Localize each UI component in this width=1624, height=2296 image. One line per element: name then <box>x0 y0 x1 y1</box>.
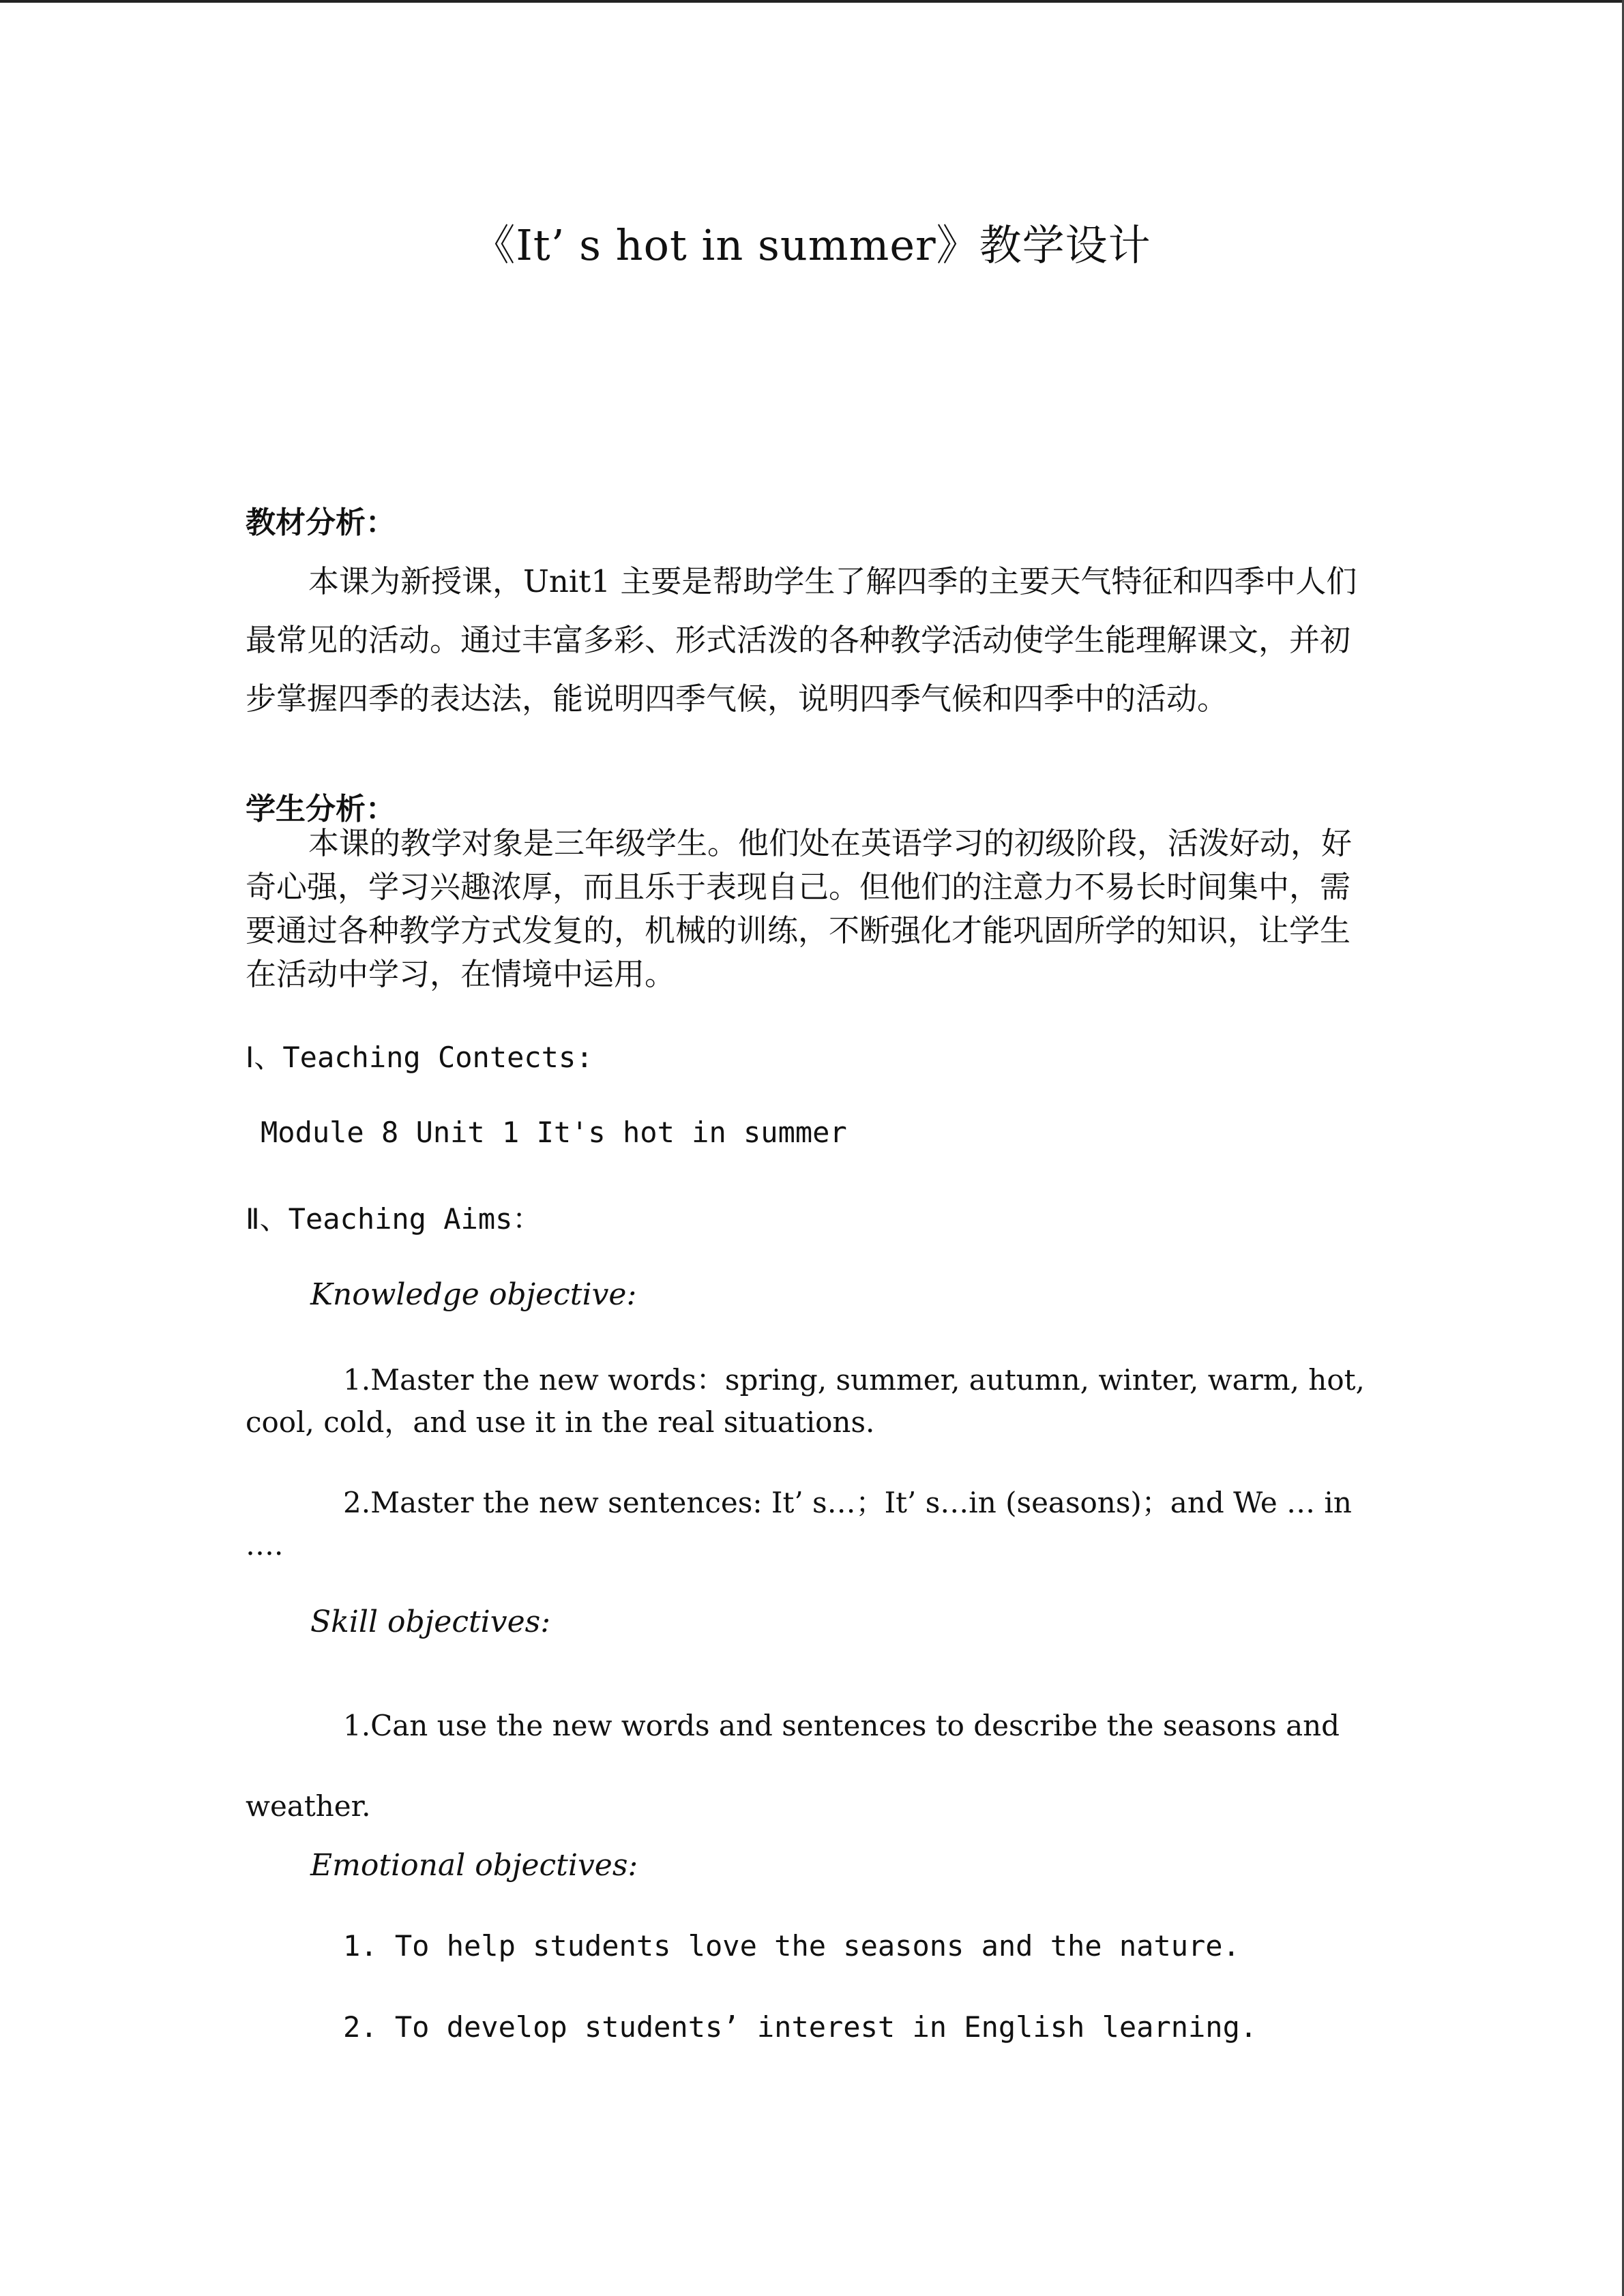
knowledge-objective-heading: Knowledge objective: <box>310 1277 637 1312</box>
emotional-objectives-heading: Emotional objectives: <box>310 1848 638 1883</box>
teaching-contents-heading: Ⅰ、Teaching Contects: <box>246 1041 593 1074</box>
skill-item-1: 1.Can use the new words and sentences to describe the seasons and weather. <box>246 1709 1340 1823</box>
material-analysis-heading: 教材分析： <box>246 505 396 540</box>
top-border <box>0 0 1624 3</box>
skill-objectives-heading: Skill objectives: <box>310 1605 551 1639</box>
student-analysis-heading: 学生分析： <box>246 792 396 826</box>
knowledge-item-2: 2.Master the new sentences: It’ s…；It’ s…in (seasons)；and We … in …. <box>246 1486 1352 1562</box>
emotional-item-1: 1. To help students love the seasons and the nature. <box>343 1929 1240 1963</box>
emotional-item-2: 2. To develop students’ interest in English learning. <box>343 2010 1258 2044</box>
student-analysis-text: 本课的教学对象是三年级学生。他们处在英语学习的初级阶段，活泼好动，好奇心强，学习兴趣浓厚，而且乐于表现自己。但他们的注意力不易长时间集中，需要通过各种教学方式发复的，机械的训练，不断强化才能巩固所学的知识，让学生在活动中学习，在情境中运用。 <box>246 825 1353 992</box>
teaching-aims-heading: Ⅱ、Teaching Aims： <box>246 1202 542 1236</box>
document-title: 《It’ s hot in summer》教学设计 <box>473 220 1151 270</box>
knowledge-item-1: 1.Master the new words：spring, summer, autumn, winter, warm, hot, cool, cold，and use it in the real situations. <box>246 1363 1365 1439</box>
teaching-contents-text: Module 8 Unit 1 It's hot in summer <box>261 1116 847 1149</box>
material-analysis-text: 本课为新授课，Unit1 主要是帮助学生了解四季的主要天气特征和四季中人们最常见的活动。通过丰富多彩、形式活泼的各种教学活动使学生能理解课文，并初步掌握四季的表达法，能说明四季气候，说明四季气候和四季中的活动。 <box>246 563 1357 717</box>
